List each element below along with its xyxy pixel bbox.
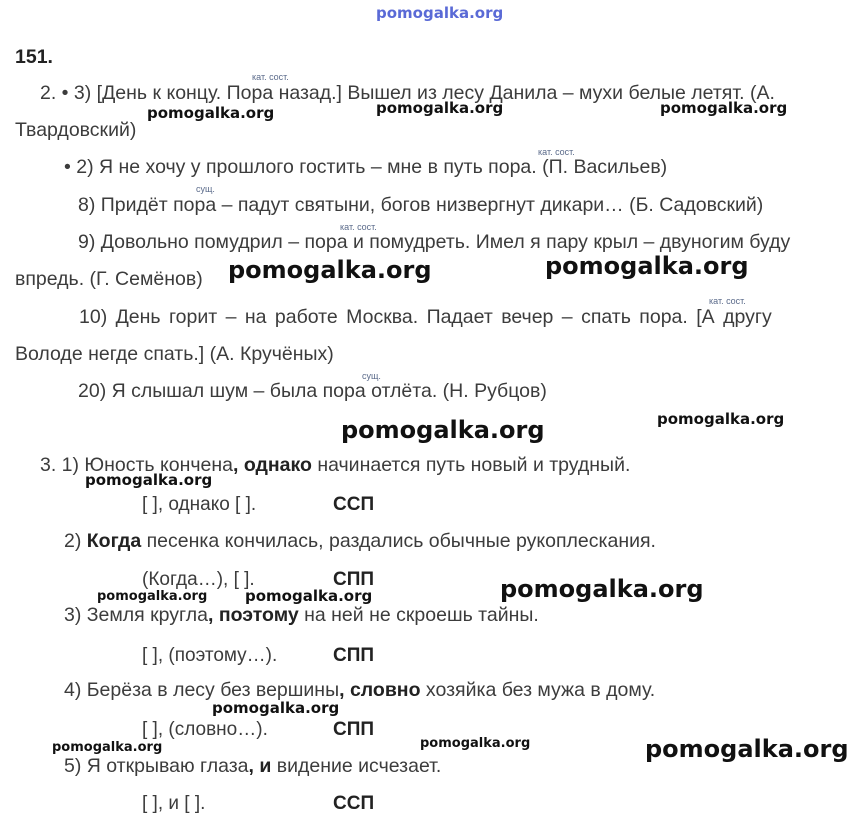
section3-item-4	[64, 681, 655, 701]
watermark: pomogalka.org	[420, 736, 531, 751]
section3-item-3	[64, 606, 539, 626]
header-watermark: pomogalka.org	[376, 4, 504, 22]
superscript-sush: сущ.	[196, 184, 215, 194]
section2-line-5-cont: Володе негде спать.] (А. Кручёных)	[15, 343, 334, 365]
section2-line-1: 2. • 3) [День к концу. Пора назад.] Вышел из лесу Данила – мухи белые летят. (А.	[40, 82, 775, 104]
sentence-text: 2)	[64, 530, 87, 552]
sentence-text: начинается путь новый и трудный.	[311, 454, 631, 476]
comma: ,	[233, 454, 244, 476]
sentence-text: 3) Земля кругла	[64, 604, 208, 626]
section2-line-6: 20) Я слышал шум – была пора отлёта. (Н. Рубцов)	[78, 380, 547, 402]
section2-line-5: 10) День горит – на работе Москва. Падает вечер – спать пора. [А другу	[79, 306, 772, 328]
conjunction: словно	[349, 679, 421, 701]
section2-line-1-cont: Твардовский)	[15, 119, 137, 141]
watermark: pomogalka.org	[500, 575, 704, 603]
section3-scheme-4: [ ], (словно…).	[142, 719, 268, 740]
superscript-sush: сущ.	[362, 371, 381, 381]
watermark: pomogalka.org	[645, 735, 849, 763]
watermark: pomogalka.org	[147, 104, 275, 122]
watermark: pomogalka.org	[245, 587, 373, 605]
section2-line-4: 9) Довольно помудрил – пора и помудреть. Имел я пару крыл – двуногим буду	[78, 231, 791, 253]
watermark: pomogalka.org	[228, 256, 432, 284]
section3-item-5	[64, 757, 441, 777]
watermark: pomogalka.org	[657, 410, 785, 428]
watermark: pomogalka.org	[212, 699, 340, 717]
sentence-text: 4) Берёза в лесу без вершины	[64, 679, 340, 701]
section2-line-4-cont: впредь. (Г. Семёнов)	[15, 268, 203, 290]
conjunction: однако	[243, 454, 312, 476]
watermark: pomogalka.org	[341, 416, 545, 444]
conjunction: Когда	[86, 530, 142, 552]
section3-scheme-2: (Когда…), [ ].	[142, 569, 255, 590]
section3-scheme-1: [ ], однако [ ].	[142, 494, 257, 515]
section3-type-3: СПП	[333, 645, 375, 666]
section3-scheme-5: [ ], и [ ].	[142, 793, 206, 814]
watermark: pomogalka.org	[545, 252, 749, 280]
superscript-kat-sost: кат. сост.	[252, 72, 289, 82]
comma: ,	[248, 755, 260, 777]
sentence-text: 5) Я открываю глаза	[64, 755, 249, 777]
section3-type-2: СПП	[333, 569, 375, 590]
superscript-kat-sost: кат. сост.	[340, 222, 377, 232]
comma: ,	[207, 604, 219, 626]
sentence-text: видение исчезает.	[271, 755, 442, 777]
sentence-text: песенка кончилась, раздались обычные рукоплескания.	[141, 530, 656, 552]
comma: ,	[339, 679, 350, 701]
sentence-text: 3. 1) Юность кончена	[40, 454, 233, 476]
watermark: pomogalka.org	[52, 740, 163, 755]
superscript-kat-sost: кат. сост.	[709, 296, 746, 306]
section3-scheme-3: [ ], (поэтому…).	[142, 645, 278, 666]
superscript-kat-sost: кат. сост.	[538, 147, 575, 157]
conjunction: и	[259, 755, 272, 777]
section3-type-5: ССП	[333, 793, 375, 814]
task-number: 151.	[15, 46, 53, 68]
watermark: pomogalka.org	[660, 99, 788, 117]
section3-item-2	[64, 532, 656, 552]
watermark: pomogalka.org	[376, 99, 504, 117]
section2-line-2: • 2) Я не хочу у прошлого гостить – мне в путь пора. (П. Васильев)	[64, 156, 668, 178]
sentence-text: хозяйка без мужа в дому.	[420, 679, 656, 701]
section2-line-3: 8) Придёт пора – падут святыни, богов низвергнут дикари… (Б. Садовский)	[78, 194, 764, 216]
section3-type-4: СПП	[333, 719, 375, 740]
conjunction: поэтому	[218, 604, 299, 626]
sentence-text: на ней не скроешь тайны.	[298, 604, 539, 626]
section3-type-1: ССП	[333, 494, 375, 515]
watermark: pomogalka.org	[97, 589, 208, 604]
watermark: pomogalka.org	[85, 471, 213, 489]
